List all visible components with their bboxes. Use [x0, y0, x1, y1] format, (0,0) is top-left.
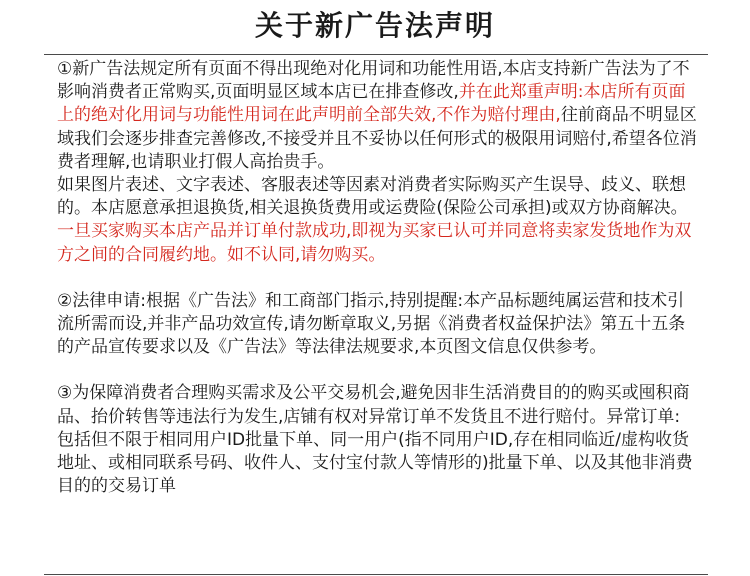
clause-1-text: ①新广告法规定所有页面不得出现绝对化用词和功能性用语,本店支持新广告法为了不影响消费者正常购买,页面明显区域本店已在排查修改, — [57, 59, 690, 103]
spacer — [57, 267, 697, 290]
misleading-statement-clause: 如果图片表述、文字表述、客服表述等因素对消费者实际购买产生误导、歧义、联想的。本店愿意承担退换货,相关退换货费用或运费险(保险公司承担)或双方协商解决。 — [57, 175, 688, 219]
clause-1-continuation: 往前商品不明显区域我们会逐步排查完善修改,不接受并且不妥协以任何形式的极限用词赔付,希望各位消费者理解,也请职业打假人高抬贵手。 — [57, 105, 697, 172]
clause-1 — [57, 58, 697, 174]
top-divider — [44, 54, 708, 55]
bottom-divider — [44, 574, 708, 575]
statement-body — [57, 58, 697, 498]
purchase-agreement-clause: 一旦买家购买本店产品并订单付款成功,即视为买家已认可并同意将卖家发货地作为双方之间的合同履约地。如不认同,请勿购买。 — [57, 221, 692, 265]
spacer — [57, 359, 697, 382]
clause-3: ③为保障消费者合理购买需求及公平交易机会,避免因非生活消费目的的购买或囤积商品、抬价转售等违法行为发生,店铺有权对异常订单不发货且不进行赔付。异常订单:包括但不限于相同用户ID批量下单、同一用户(指不同用户ID,存在相同临近/虚构收货地址、或相同联系号码、收件人、支付宝付款人等情形的)批量下单、以及其他非消费目的的交易订单 — [57, 383, 693, 497]
clause-2: ②法律申请:根据《广告法》和工商部门指示,持别提醒:本产品标题纯属运营和技术引流所需而设,并非产品功效宣传,请勿断章取义,另据《消费者权益保护法》第五十五条的产品宣传要求以及《广告法》等法律法规要求,本页图文信息仅供参考。 — [57, 290, 686, 358]
clause-1-highlight: 并在此郑重声明:本店所有页面上的绝对化用词与功能性用词在此声明前全部失效,不作为赔付理由, — [57, 82, 686, 126]
page-title: 关于新广告法声明 — [254, 9, 495, 42]
